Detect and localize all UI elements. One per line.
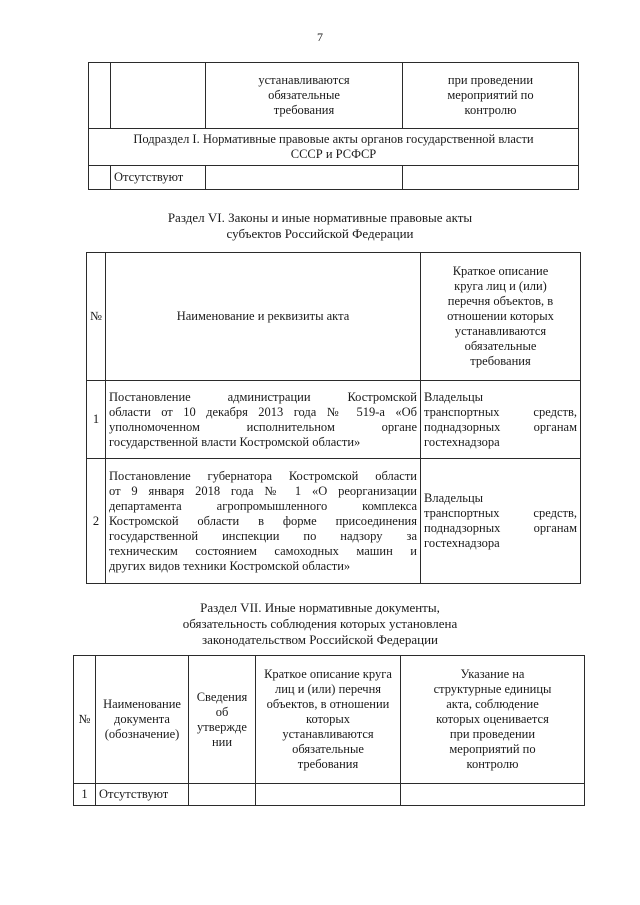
section-7-title: Раздел VII. Иные нормативные документы, обязательность соблюдения которых установлена законодательством Российской Федерации [182,600,458,647]
act-description: Владельцы транспортных средств, поднадзорных органам гостехнадзора [421,459,581,584]
act-name: Постановление губернатора Костромской области от 9 января 2018 года № 1 «О реорганизации департамента агропромышленного комплекса Костромской области в форме присоединения государственной инспекции по надзору за техническим состоянием самоходных машин и других видов техники Костромской области» [106,459,421,584]
table-cell [189,784,256,806]
section-6-title: Раздел VI. Законы и иные нормативные правовые акты субъектов Российской Федерации [167,210,473,241]
table-row [89,63,579,129]
section-7-table [73,655,585,806]
header-num: № [74,656,96,784]
page-number: 7 [317,30,323,44]
act-name: Постановление администрации Костромской области от 10 декабря 2013 года № 519-а «Об уполномоченном исполнительном органе государственной власти Костромской области» [106,381,421,459]
header-num: № [87,253,106,381]
header-description: Краткое описание круга лиц и (или) перечня объектов, в отношении которых устанавливаются обязательные требования [421,253,581,381]
absent-text: Отсутствуют [96,784,189,806]
section-6-table [86,252,581,584]
subsection-heading: Подраздел I. Нормативные правовые акты органов государственной власти СССР и РСФСР [89,129,579,166]
table-cell [206,166,403,190]
table-row [87,459,581,584]
header-name: Наименование и реквизиты акта [106,253,421,381]
header-approval: Сведения об утвержде нии [189,656,256,784]
table-row [87,381,581,459]
table-cell [89,63,111,129]
header-structural-units: Указание на структурные единицы акта, соблюдение которых оценивается при проведении мероприятий по контролю [401,656,585,784]
table-header-row [74,656,585,784]
header-name: Наименование документа (обозначение) [96,656,189,784]
table-cell: устанавливаются обязательные требования [206,63,403,129]
table-row [89,166,579,190]
table-header-row [87,253,581,381]
continued-table [88,62,579,190]
table-cell [111,63,206,129]
row-num: 2 [87,459,106,584]
header-description: Краткое описание круга лиц и (или) перечня объектов, в отношении которых устанавливаются обязательные требования [256,656,401,784]
table-cell [401,784,585,806]
subsection-row [89,129,579,166]
act-description: Владельцы транспортных средств, поднадзорных органам гостехнадзора [421,381,581,459]
table-cell [89,166,111,190]
table-cell [256,784,401,806]
table-cell: при проведении мероприятий по контролю [403,63,579,129]
table-cell [403,166,579,190]
absent-text: Отсутствуют [111,166,206,190]
row-num: 1 [87,381,106,459]
table-row [74,784,585,806]
row-num: 1 [74,784,96,806]
